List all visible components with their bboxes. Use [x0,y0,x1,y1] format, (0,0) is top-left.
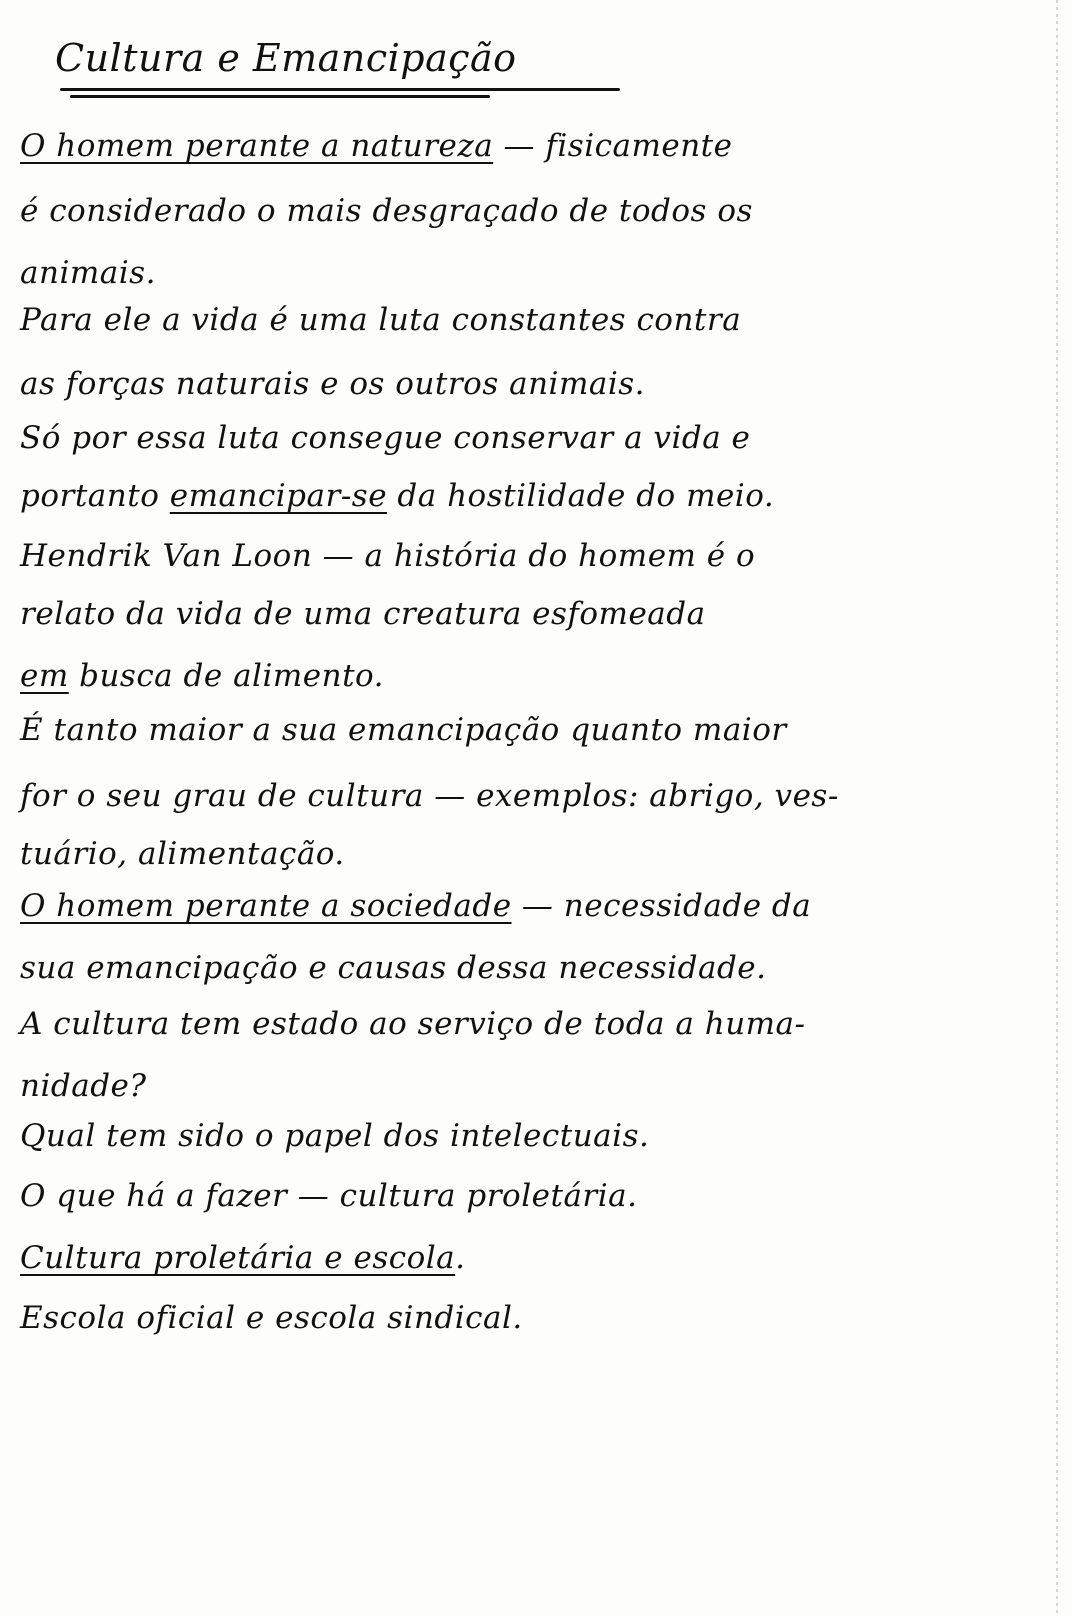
text-line: é considerado o mais desgraçado de todos os [20,193,753,229]
underlined-heading: O homem perante a natureza [20,128,494,164]
underlined-word: emancipar-se [169,478,388,514]
text-line: O homem perante a sociedade — necessidade da [20,888,812,924]
text-line: as forças naturais e os outros animais. [20,366,646,402]
title-underline [60,88,620,91]
page-edge [1056,0,1058,1616]
text-line: Para ele a vida é uma luta constantes contra [20,302,742,338]
text-line: relato da vida de uma creatura esfomeada [20,596,706,632]
text-line: nidade? [20,1068,147,1104]
text-line: Cultura proletária e escola. [20,1240,466,1276]
document-title: Cultura e Emancipação [55,36,517,80]
text-line: A cultura tem estado ao serviço de toda a huma- [20,1006,806,1042]
text-line: O que há a fazer — cultura proletária. [20,1178,638,1214]
text-line: tuário, alimentação. [20,836,345,872]
text-line: Escola oficial e escola sindical. [20,1300,523,1336]
underlined-heading: Cultura proletária e escola [20,1240,456,1276]
text-line: portanto emancipar-se da hostilidade do meio. [20,478,775,514]
text-line: Hendrik Van Loon — a história do homem é o [20,538,756,574]
text-line: Qual tem sido o papel dos intelectuais. [20,1118,650,1154]
underlined-heading: O homem perante a sociedade [20,888,512,924]
text-line: em busca de alimento. [20,658,385,694]
text-line: Só por essa luta consegue conservar a vida e [20,420,751,456]
text-line: for o seu grau de cultura — exemplos: abrigo, ves- [20,778,839,814]
text-line: O homem perante a natureza — fisicamente [20,128,733,164]
title-underline-second [70,95,490,98]
text-line: sua emancipação e causas dessa necessidade. [20,950,767,986]
underlined-word: em [20,658,69,694]
text-line: animais. [20,255,156,291]
text-line: É tanto maior a sua emancipação quanto maior [20,712,787,748]
